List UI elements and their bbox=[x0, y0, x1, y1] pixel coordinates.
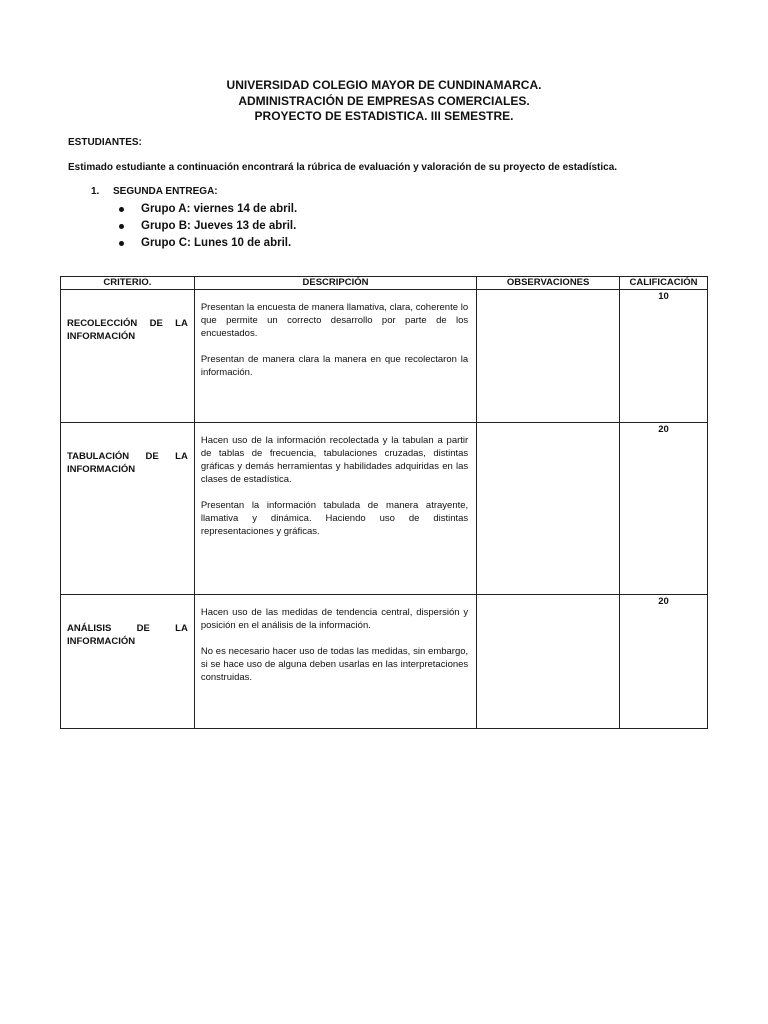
header-project: PROYECTO DE ESTADISTICA. III SEMESTRE. bbox=[254, 109, 514, 123]
list-item bbox=[118, 235, 297, 252]
descripcion-paragraph: Hacen uso de la información recolectada y la tabulan a partir de tablas de frecuencia, tabulaciones cruzadas, distintas gráficas y demás herramientas y habilidades adquiridas en las clases de estadística. bbox=[200, 435, 469, 485]
descripcion-paragraph: Hacen uso de las medidas de tendencia central, dispersión y posición en el análisis de la información. bbox=[200, 607, 469, 631]
section-number: 1. bbox=[91, 186, 100, 197]
header-university: UNIVERSIDAD COLEGIO MAYOR DE CUNDINAMARCA. bbox=[226, 78, 542, 92]
list-item bbox=[118, 201, 297, 218]
group-c-date: Grupo C: Lunes 10 de abril. bbox=[141, 237, 292, 249]
descripcion-paragraph: Presentan la información tabulada de manera atrayente, llamativa y dinámica. Haciendo uso de distintas representaciones y gráficas. bbox=[200, 500, 469, 537]
observaciones-cell bbox=[477, 290, 620, 423]
calificacion-cell: 10 bbox=[620, 290, 708, 423]
observaciones-cell bbox=[477, 423, 620, 595]
calificacion-cell: 20 bbox=[620, 423, 708, 595]
header-descripcion: DESCRIPCIÓN bbox=[194, 277, 476, 290]
table-header-row bbox=[61, 277, 708, 290]
table-row bbox=[61, 595, 708, 729]
rubric-table bbox=[60, 276, 708, 729]
list-item bbox=[118, 218, 297, 235]
group-b-date: Grupo B: Jueves 13 de abril. bbox=[141, 220, 297, 232]
table-row bbox=[61, 290, 708, 423]
bullet-icon bbox=[119, 224, 124, 229]
section-heading bbox=[91, 186, 218, 197]
table-row bbox=[61, 423, 708, 595]
descripcion-paragraph: Presentan de manera clara la manera en que recolectaron la información. bbox=[200, 354, 469, 378]
bullet-icon bbox=[119, 241, 124, 246]
header-calificacion: CALIFICACIÓN bbox=[620, 277, 708, 290]
groups-list bbox=[118, 201, 297, 252]
bullet-icon bbox=[119, 207, 124, 212]
document-header bbox=[0, 78, 768, 125]
intro-text: Estimado estudiante a continuación encontrará la rúbrica de evaluación y valoración de su proyecto de estadística. bbox=[68, 162, 618, 173]
descripcion-paragraph: No es necesario hacer uso de todas las medidas, sin embargo, si se hace uso de alguna deben usarlas en las interpretaciones construidas. bbox=[200, 646, 469, 683]
section-title: SEGUNDA ENTREGA: bbox=[113, 186, 218, 197]
descripcion-cell bbox=[194, 595, 476, 729]
students-label: ESTUDIANTES: bbox=[68, 137, 142, 148]
group-a-date: Grupo A: viernes 14 de abril. bbox=[141, 203, 298, 215]
header-criterio: CRITERIO. bbox=[61, 277, 195, 290]
descripcion-paragraph: Presentan la encuesta de manera llamativa, clara, coherente lo que permite un correcto desarrollo por parte de los encuestados. bbox=[200, 302, 469, 339]
calificacion-cell: 20 bbox=[620, 595, 708, 729]
header-program: ADMINISTRACIÓN DE EMPRESAS COMERCIALES. bbox=[238, 93, 530, 108]
criterio-cell: ANÁLISIS DE LA INFORMACIÓN bbox=[61, 595, 195, 729]
criterio-cell: TABULACIÓN DE LA INFORMACIÓN bbox=[61, 423, 195, 595]
header-observaciones: OBSERVACIONES bbox=[477, 277, 620, 290]
criterio-cell: RECOLECCIÓN DE LA INFORMACIÓN bbox=[61, 290, 195, 423]
descripcion-cell bbox=[194, 290, 476, 423]
observaciones-cell bbox=[477, 595, 620, 729]
descripcion-cell bbox=[194, 423, 476, 595]
